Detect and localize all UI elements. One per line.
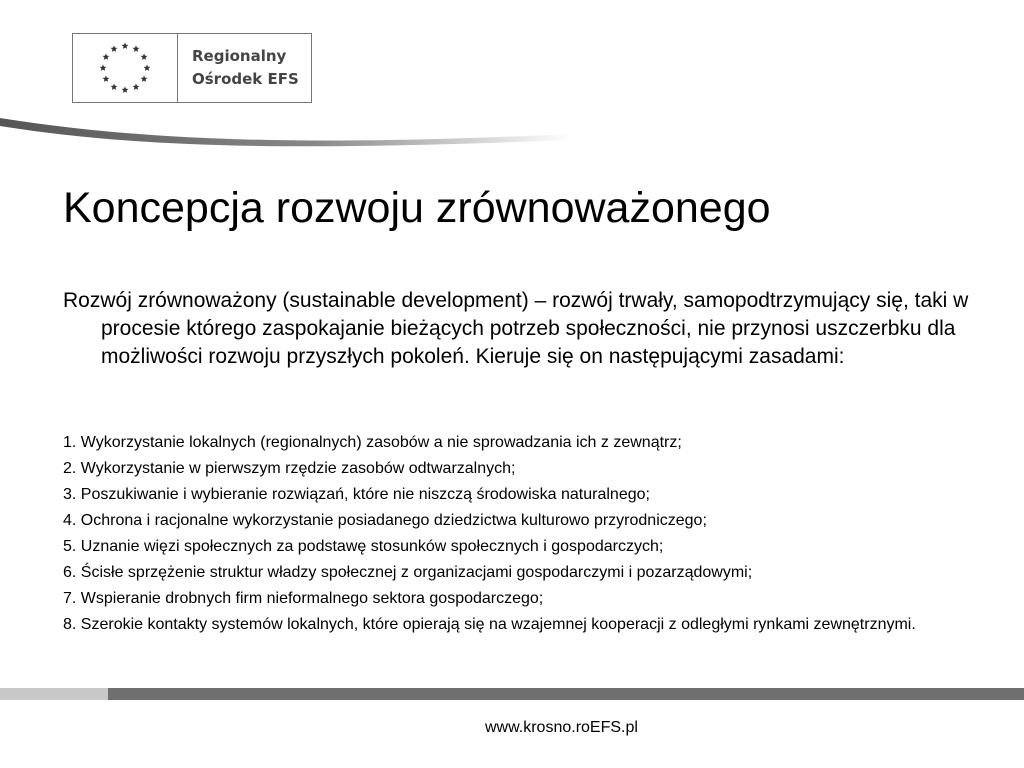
list-item: 3. Poszukiwanie i wybieranie rozwiązań, które nie niszczą środowiska naturalnego; — [63, 486, 650, 503]
star-icon — [141, 53, 148, 60]
efs-logo — [72, 33, 312, 103]
footer-url: www.krosno.roEFS.pl — [485, 719, 638, 736]
list-item: 6. Ścisłe sprzężenie struktur władzy społecznej z organizacjami gospodarczymi i pozarządowymi; — [63, 564, 753, 581]
logo-line-2: Ośrodek EFS — [192, 70, 299, 88]
list-item: 2. Wykorzystanie w pierwszym rzędzie zasobów odtwarzalnych; — [63, 460, 516, 477]
star-icon — [122, 86, 129, 93]
list-item: 8. Szerokie kontakty systemów lokalnych, które opierają się na wzajemnej kooperacji z odległymi rynkami zewnętrznymi. — [63, 616, 916, 633]
footer-bar-light — [0, 688, 108, 700]
list-item: 1. Wykorzystanie lokalnych (regionalnych) zasobów a nie sprowadzania ich z zewnątrz; — [63, 434, 682, 451]
logo-text — [178, 34, 311, 102]
star-icon — [103, 53, 110, 60]
list-item: 4. Ochrona i racjonalne wykorzystanie posiadanego dziedzictwa kulturowo przyrodniczego; — [63, 512, 707, 529]
list-item: 5. Uznanie więzi społecznych za podstawę stosunków społecznych i gospodarczych; — [63, 538, 664, 555]
list-item: 7. Wspieranie drobnych firm nieformalnego sektora gospodarczego; — [63, 590, 544, 607]
eu-stars-icon — [73, 34, 178, 102]
star-icon — [133, 45, 140, 52]
star-icon — [133, 83, 140, 90]
star-icon — [100, 64, 107, 71]
star-icon — [122, 42, 129, 49]
star-icon — [141, 75, 148, 82]
intro-paragraph: Rozwój zrównoważony (sustainable development) – rozwój trwały, samopodtrzymujący się, taki w procesie którego zaspokajanie bieżących potrzeb społeczności, nie przynosi uszczerbku dla możliwości rozwoju przyszłych pokoleń. Kieruje się on następującymi zasadami: — [63, 289, 969, 368]
star-icon — [111, 83, 118, 90]
star-icon — [111, 45, 118, 52]
logo-line-1: Regionalny — [192, 47, 287, 65]
footer-bar-dark — [108, 688, 1024, 700]
decorative-swoosh — [0, 112, 570, 152]
star-icon — [103, 75, 110, 82]
principles-list — [63, 433, 963, 635]
star-icon — [144, 64, 151, 71]
slide-title: Koncepcja rozwoju zrównoważonego — [63, 184, 771, 232]
